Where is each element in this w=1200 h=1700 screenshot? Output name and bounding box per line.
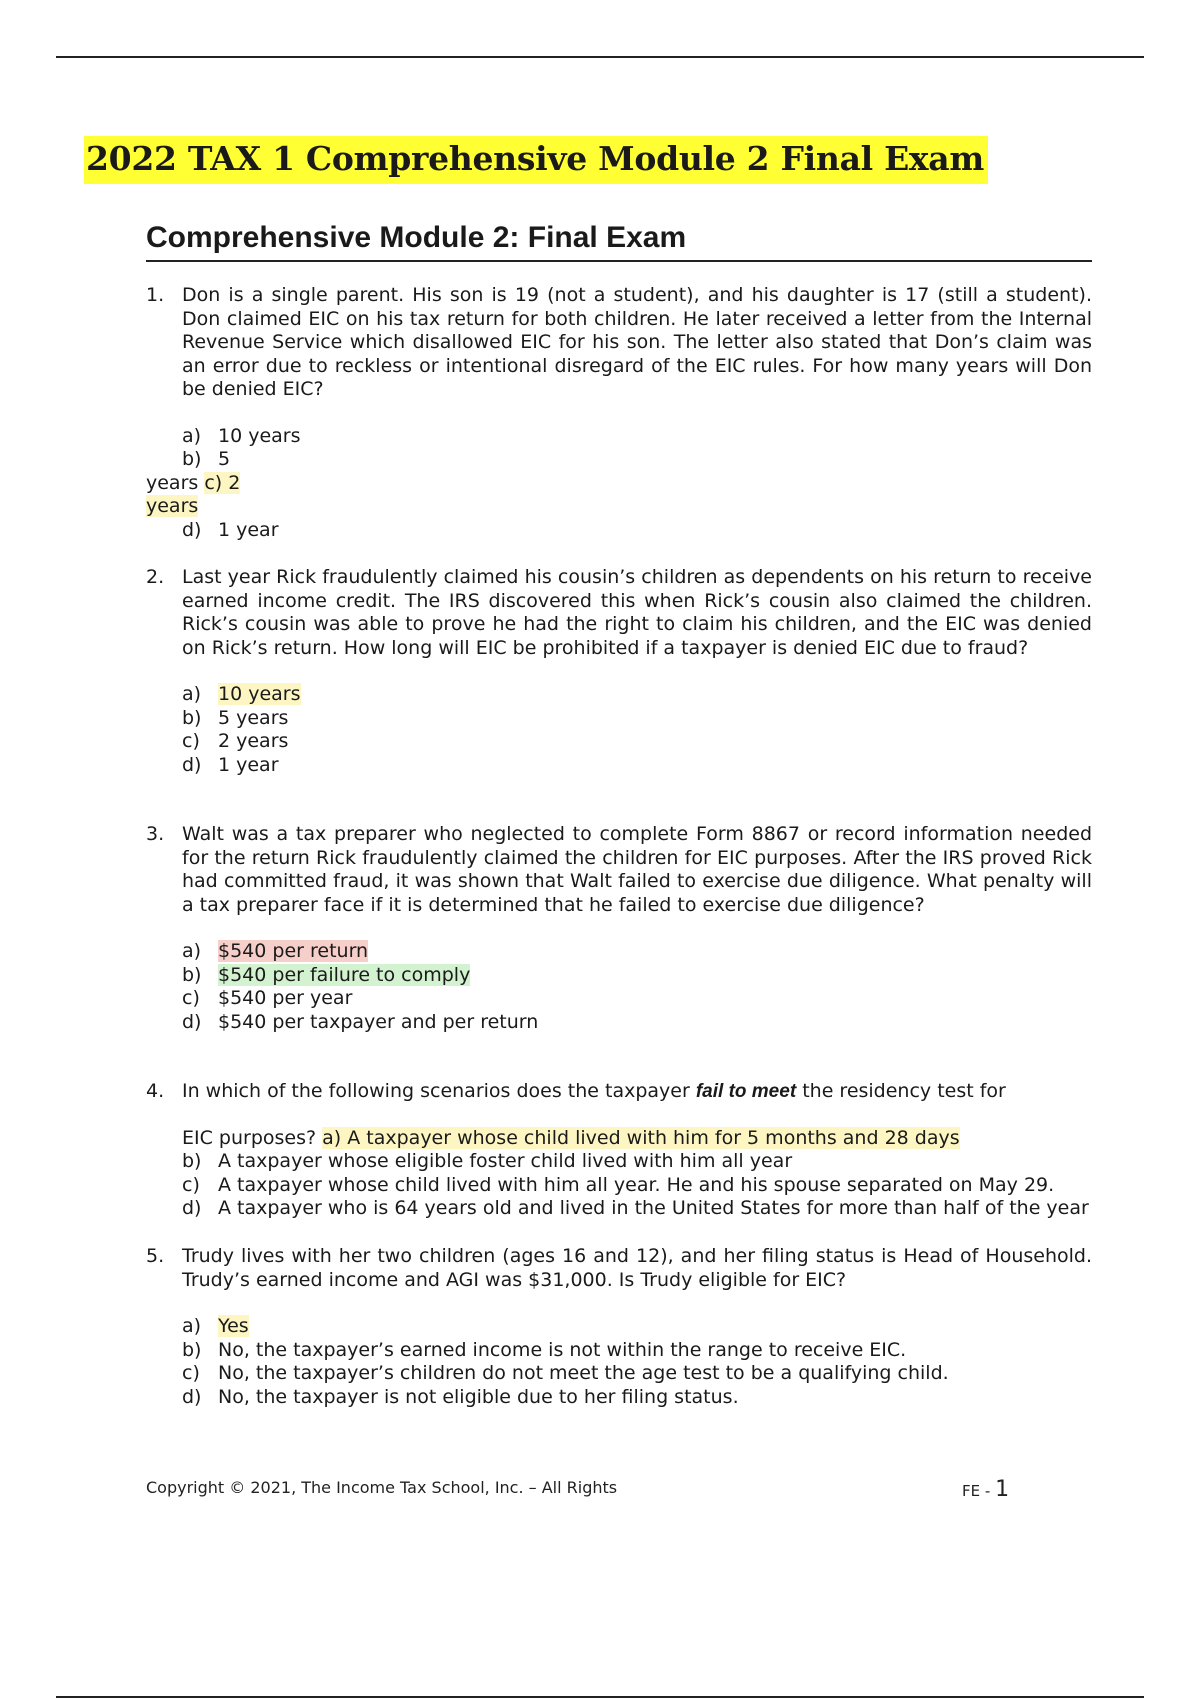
option-label: b) bbox=[182, 1150, 202, 1172]
option-label: d) bbox=[182, 1385, 202, 1408]
option-d bbox=[182, 519, 1092, 543]
option-label: a) bbox=[182, 1315, 202, 1337]
question-stem: Don is a single parent. His son is 19 (not a student), and his daughter is 17 (still a student). Don claimed EIC on his tax return for both children. He later received a letter from the Internal Revenue Service which disallowed EIC for his son. The letter also stated that Don’s claim was an error due to reckless or intentional disregard of the EIC rules. For how many years will Don be denied EIC? bbox=[182, 284, 1092, 400]
question-stem: Trudy lives with her two children (ages 16 and 12), and her filing status is Head of Household. Trudy’s earned income and AGI was $31,000. Is Trudy eligible for EIC? bbox=[182, 1245, 1092, 1291]
option-label: b) bbox=[182, 448, 202, 470]
option-text: No, the taxpayer’s children do not meet the age test to be a qualifying child. bbox=[218, 1362, 949, 1384]
page-prefix: FE - bbox=[962, 1482, 996, 1500]
question-stem: Walt was a tax preparer who neglected to complete Form 8867 or record information needed for the return Rick fraudulently claimed the children for EIC purposes. After the IRS proved Rick had committed fraud, it was shown that Walt failed to exercise due diligence. What penalty will a tax preparer face if it is determined that he failed to exercise due diligence? bbox=[182, 823, 1092, 916]
option-text: 2 years bbox=[218, 730, 289, 752]
question-stem bbox=[182, 1080, 1092, 1104]
option-text: A taxpayer whose child lived with him all year. He and his spouse separated on May 29. bbox=[218, 1173, 1055, 1196]
option-label: d) bbox=[182, 753, 202, 776]
option-wrapped-line bbox=[146, 472, 1092, 496]
option-b bbox=[182, 448, 1092, 472]
page-number: 1 bbox=[995, 1477, 1010, 1502]
bottom-rule bbox=[56, 1696, 1144, 1698]
option-c bbox=[182, 730, 1092, 754]
options-list bbox=[182, 1127, 1092, 1221]
option-text: No, the taxpayer is not eligible due to her filing status. bbox=[218, 1385, 739, 1408]
option-a bbox=[182, 940, 1092, 964]
options-list bbox=[182, 683, 1092, 777]
option-text: 1 year bbox=[218, 518, 279, 541]
option-d bbox=[182, 1197, 1092, 1221]
question-number: 4. bbox=[146, 1080, 165, 1102]
option-text-highlighted-green: $540 per failure to comply bbox=[218, 963, 471, 986]
option-label: d) bbox=[182, 1010, 202, 1033]
question-number: 3. bbox=[146, 823, 165, 845]
option-label: b) bbox=[182, 1338, 202, 1361]
option-text: A taxpayer whose eligible foster child lived with him all year bbox=[218, 1150, 793, 1172]
option-text-highlighted: Yes bbox=[218, 1315, 249, 1337]
question-4 bbox=[146, 1080, 1092, 1221]
option-d bbox=[182, 1011, 1092, 1035]
question-stem: Last year Rick fraudulently claimed his cousin’s children as dependents on his return to receive earned income credit. The IRS discovered this when Rick’s cousin also claimed the children. Rick’s cousin was able to prove he had the right to claim his children, and the EIC was denied on Rick’s return. How long will EIC be prohibited if a taxpayer is denied EIC due to fraud? bbox=[182, 566, 1092, 659]
stem-emphasis: fail to meet bbox=[695, 1081, 797, 1102]
question-3 bbox=[146, 823, 1092, 1034]
option-d bbox=[182, 1386, 1092, 1410]
question-number: 2. bbox=[146, 566, 165, 588]
option-c bbox=[182, 1362, 1092, 1386]
stem-text: EIC purposes? bbox=[182, 1126, 317, 1149]
options-list bbox=[182, 1315, 1092, 1409]
footer-page-number bbox=[962, 1477, 1009, 1502]
options-list bbox=[146, 424, 1092, 543]
option-b bbox=[182, 1339, 1092, 1363]
stem-continuation-with-option-a bbox=[182, 1127, 1092, 1151]
option-c bbox=[182, 987, 1092, 1011]
option-c bbox=[182, 1174, 1092, 1198]
option-label: a) bbox=[182, 683, 202, 705]
document-title: 2022 TAX 1 Comprehensive Module 2 Final Exam bbox=[84, 136, 988, 184]
option-label: d) bbox=[182, 518, 202, 541]
option-label: d) bbox=[182, 1197, 202, 1219]
option-c-highlighted: c) 2 bbox=[204, 471, 241, 494]
option-label: c) bbox=[182, 1173, 200, 1196]
option-text: No, the taxpayer’s earned income is not within the range to receive EIC. bbox=[218, 1338, 907, 1361]
question-number: 5. bbox=[146, 1245, 165, 1267]
option-text: 10 years bbox=[218, 424, 301, 447]
option-label: b) bbox=[182, 706, 202, 729]
option-text-highlighted-red: $540 per return bbox=[218, 940, 369, 962]
option-a bbox=[182, 425, 1092, 449]
footer-copyright: Copyright © 2021, The Income Tax School, Inc. – All Rights bbox=[146, 1478, 618, 1497]
option-text: years bbox=[146, 471, 199, 494]
option-b bbox=[182, 707, 1092, 731]
option-label: c) bbox=[182, 987, 200, 1009]
top-rule bbox=[56, 56, 1144, 58]
option-label: a) bbox=[182, 424, 202, 447]
stem-text: In which of the following scenarios does the taxpayer bbox=[182, 1080, 690, 1102]
option-text: 5 years bbox=[218, 706, 289, 729]
option-d bbox=[182, 754, 1092, 778]
option-text: $540 per taxpayer and per return bbox=[218, 1010, 539, 1033]
option-text-highlighted: years bbox=[146, 495, 199, 517]
question-1 bbox=[146, 284, 1092, 542]
option-label: c) bbox=[182, 730, 200, 752]
option-label: c) bbox=[182, 1362, 200, 1384]
option-a bbox=[182, 683, 1092, 707]
option-text: A taxpayer who is 64 years old and lived in the United States for more than half of the year bbox=[218, 1197, 1089, 1219]
option-a-highlighted: a) A taxpayer whose child lived with him for 5 months and 28 days bbox=[322, 1126, 960, 1149]
option-text: 1 year bbox=[218, 753, 279, 776]
stem-text: the residency test for bbox=[802, 1080, 1006, 1102]
option-b bbox=[182, 1150, 1092, 1174]
option-label: b) bbox=[182, 963, 202, 986]
question-2 bbox=[146, 566, 1092, 777]
option-text-highlighted: 10 years bbox=[218, 683, 301, 705]
option-label: a) bbox=[182, 940, 202, 962]
options-list bbox=[182, 940, 1092, 1034]
option-wrapped-line bbox=[146, 495, 1092, 519]
option-b bbox=[182, 964, 1092, 988]
section-heading: Comprehensive Module 2: Final Exam bbox=[146, 220, 1092, 262]
option-text: 5 bbox=[218, 448, 231, 470]
option-a bbox=[182, 1315, 1092, 1339]
question-5 bbox=[146, 1245, 1092, 1409]
option-text: $540 per year bbox=[218, 987, 353, 1009]
question-number: 1. bbox=[146, 284, 165, 306]
